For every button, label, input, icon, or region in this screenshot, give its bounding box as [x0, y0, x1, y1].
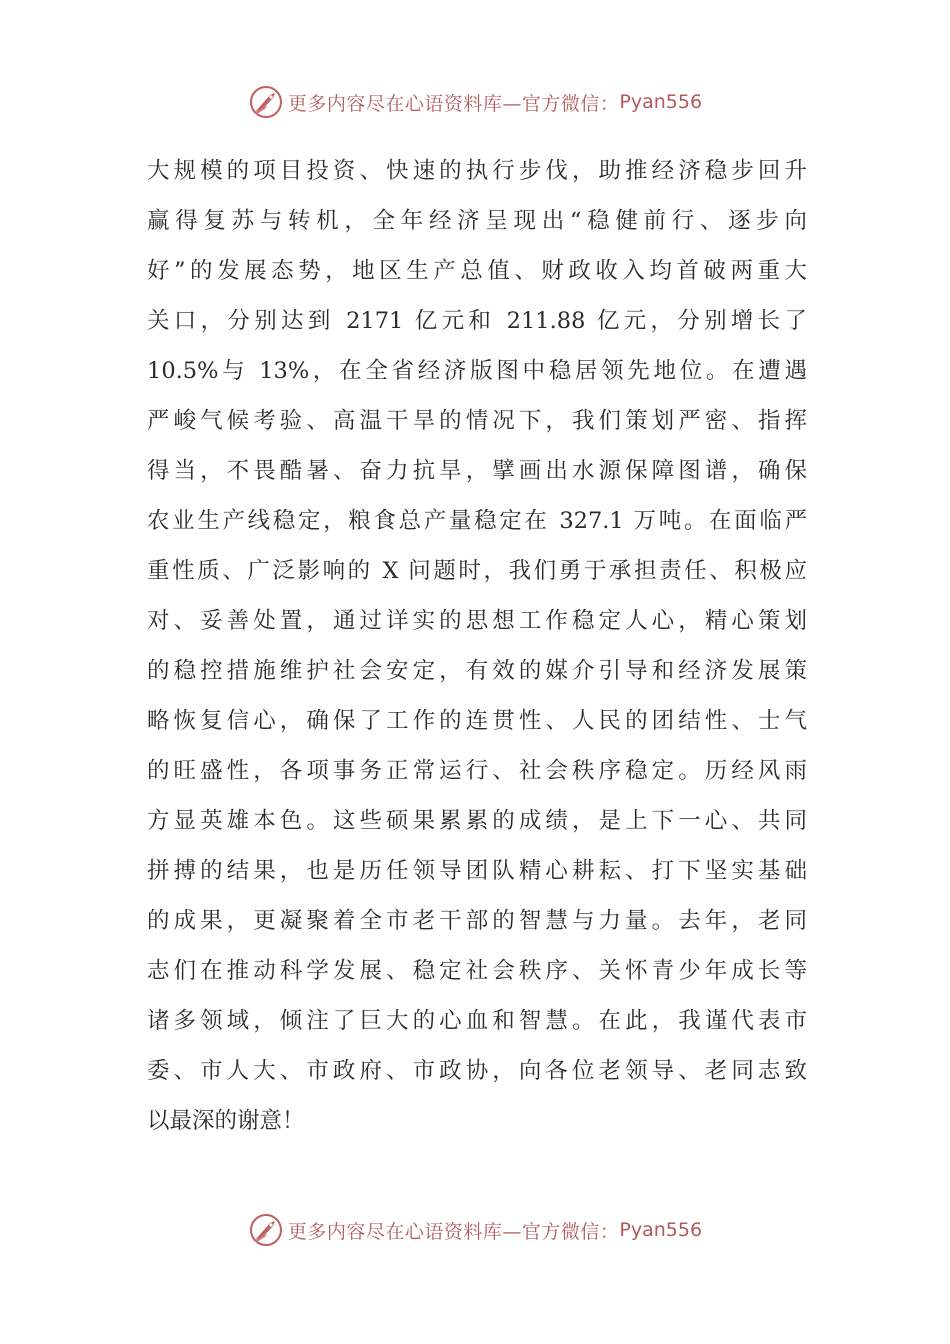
footer-banner [0, 1210, 950, 1250]
body-line: 的旺盛性，各项事务正常运行、社会秩序稳定。历经风雨 [147, 758, 807, 784]
body-line: 大规模的项目投资、快速的执行步伐，助推经济稳步回升 [147, 158, 807, 184]
banner-wechat-id: Pyan556 [619, 91, 703, 113]
document-body [147, 146, 807, 1146]
body-line: 对、妥善处置，通过详实的思想工作稳定人心，精心策划 [147, 608, 807, 634]
banner-text: 更多内容尽在心语资料库—官方微信： [287, 1220, 620, 1243]
body-line: 志们在推动科学发展、稳定社会秩序、关怀青少年成长等 [147, 958, 807, 984]
body-line: 农业生产线稳定，粮食总产量稳定在 327.1 万吨。在面临严 [147, 508, 807, 534]
body-line: 严峻气候考验、高温干旱的情况下，我们策划严密、指挥 [147, 408, 807, 434]
body-line: 赢得复苏与转机，全年经济呈现出“稳健前行、逐步向 [147, 208, 807, 234]
body-line: 关口，分别达到 2171 亿元和 211.88 亿元，分别增长了 [147, 308, 807, 334]
header-banner [0, 82, 950, 122]
body-line: 方显英雄本色。这些硕果累累的成绩，是上下一心、共同 [147, 808, 807, 834]
body-line: 拼搏的结果，也是历任领导团队精心耕耘、打下坚实基础 [147, 858, 807, 884]
pen-nib-logo-icon [248, 1212, 284, 1248]
banner-wechat-id: Pyan556 [619, 1219, 703, 1241]
body-line: 得当，不畏酷暑、奋力抗旱，擘画出水源保障图谱，确保 [147, 458, 807, 484]
body-line: 的稳控措施维护社会安定，有效的媒介引导和经济发展策 [147, 658, 807, 684]
body-line: 以最深的谢意！ [147, 1108, 305, 1134]
body-line: 好”的发展态势，地区生产总值、财政收入均首破两重大 [147, 258, 807, 284]
body-line: 委、市人大、市政府、市政协，向各位老领导、老同志致 [147, 1058, 807, 1084]
body-line: 重性质、广泛影响的 X 问题时，我们勇于承担责任、积极应 [147, 558, 807, 584]
body-line: 10.5%与 13%，在全省经济版图中稳居领先地位。在遭遇 [147, 358, 807, 384]
pen-nib-logo-icon [248, 84, 284, 120]
body-line: 略恢复信心，确保了工作的连贯性、人民的团结性、士气 [147, 708, 807, 734]
body-line: 诸多领域，倾注了巨大的心血和智慧。在此，我谨代表市 [147, 1008, 807, 1034]
body-line: 的成果，更凝聚着全市老干部的智慧与力量。去年，老同 [147, 908, 807, 934]
banner-text: 更多内容尽在心语资料库—官方微信： [287, 92, 620, 115]
